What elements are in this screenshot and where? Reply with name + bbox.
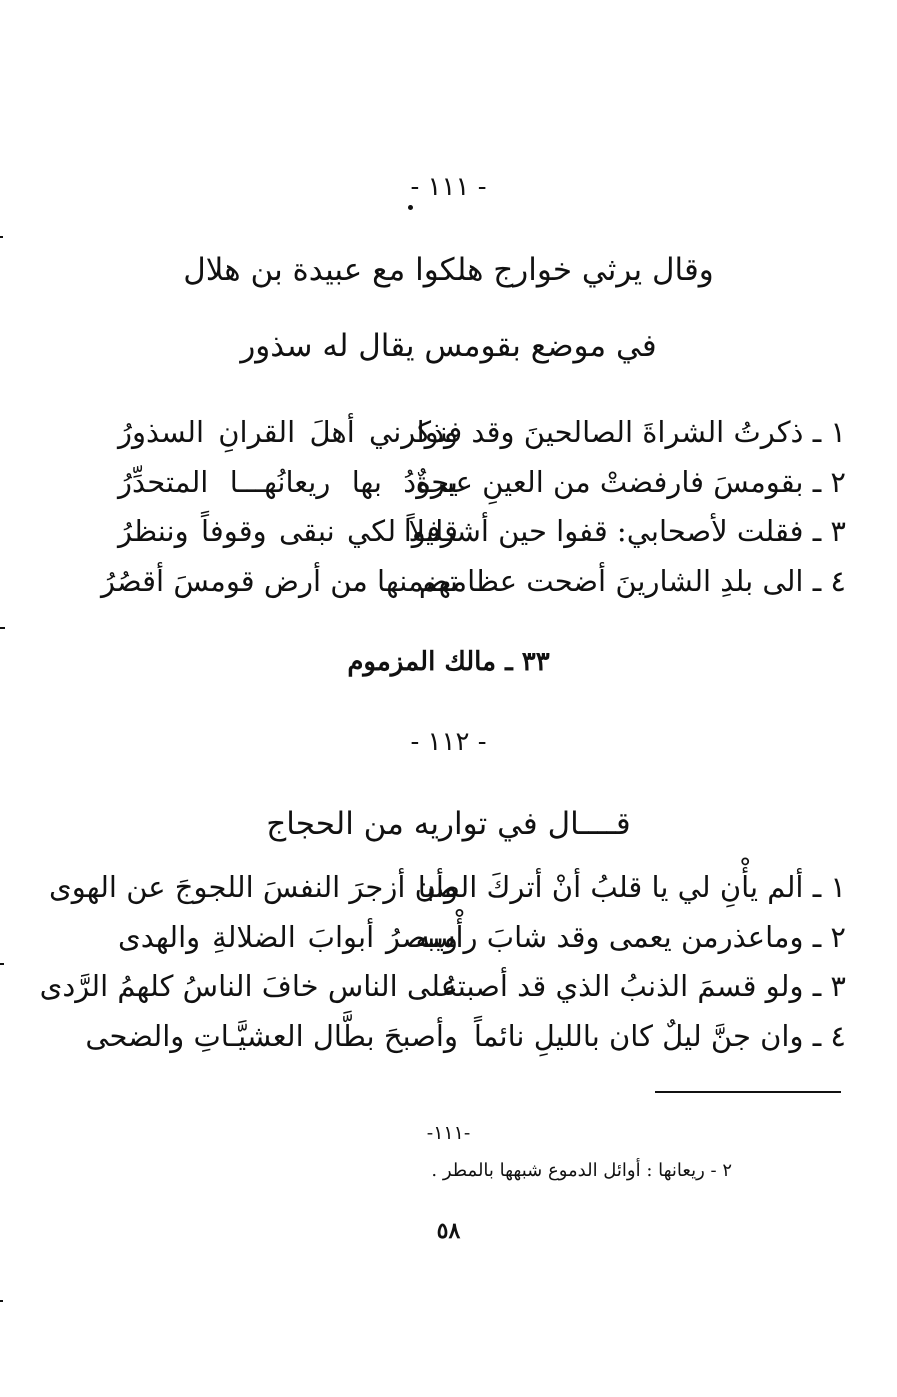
section-heading: ٣٣ ـ مالك المزموم	[347, 647, 550, 677]
verse-second-hemistich: وأصبحَ بطَّال العشيَّـاتِ والضحى	[85, 1018, 458, 1053]
verse-first-hemistich: ٣ ـ ولو قسمَ الذنبُ الذي قد أصبتهُ	[442, 969, 846, 1003]
verse-second-hemistich: قليلاً لكي نبقى وقوفاً وننظرُ	[118, 514, 458, 548]
verse-row	[118, 514, 846, 564]
footnote-poem-number: -١١١-	[426, 1122, 471, 1144]
footnote-divider	[655, 1091, 841, 1093]
verse-row	[85, 1018, 846, 1069]
verse-row	[101, 563, 846, 614]
verse-second-hemistich: وأن أزجرَ النفسَ اللجوجَ عن الهوى	[49, 870, 458, 904]
verse-row	[118, 415, 846, 465]
verse-row	[118, 465, 846, 515]
poem-111-subtitle: في موضع بقومس يقال له سذور	[240, 328, 657, 364]
scan-edge-mark	[0, 963, 4, 965]
poem-111-number: - ١١١ -	[410, 172, 487, 202]
poem-111	[101, 415, 846, 613]
verse-first-hemistich: ٢ ـ بقومسَ فارفضتْ من العينِ عبرةٌ	[415, 464, 846, 499]
page-number: ٥٨	[436, 1218, 461, 1244]
footnote: ٢ - ريعانها : أوائل الدموع شبهها بالمطر .	[431, 1160, 732, 1181]
verse-second-hemistich: يجودُ بها ريعانُهـــا المتحدِّرُ	[118, 464, 458, 499]
verse-second-hemistich: ويبصرُ أبوابَ الضلالةِ والهدى	[118, 919, 458, 954]
poem-112-title: قــــال في تواريه من الحجاج	[266, 806, 631, 842]
verse-first-hemistich: ٤ ـ وان جنَّ ليلٌ كان بالليلِ نائماً	[473, 1018, 846, 1053]
verse-first-hemistich: ٣ ـ فقلت لأصحابي: قفوا حين أشرفوا	[403, 514, 846, 548]
ink-speck	[408, 205, 413, 210]
verse-row	[49, 870, 846, 920]
poem-111-title: وقال يرثي خوارج هلكوا مع عبيدة بن هلال	[183, 252, 714, 288]
verse-first-hemistich: ٢ ـ وماعذرمن يعمى وقد شابَ رأْسه	[415, 919, 846, 954]
verse-second-hemistich: تضمنها من أرض قومسَ أقصُرُ	[101, 563, 458, 598]
verse-first-hemistich: ٤ ـ الى بلدِ الشارينَ أضحت عظامهم	[418, 563, 846, 598]
verse-second-hemistich: وذكرني أهلَ القرانِ السذورُ	[118, 415, 458, 449]
verse-row	[39, 969, 846, 1019]
verse-first-hemistich: ١ ـ ألم يأْنِ لي يا قلبُ أنْ أتركَ الصبا	[417, 870, 846, 904]
scan-edge-mark	[0, 1300, 3, 1302]
verse-row	[118, 920, 846, 970]
verse-second-hemistich: على الناس خافَ الناسُ كلهمُ الرَّدى	[39, 969, 458, 1003]
poem-112-number: - ١١٢ -	[410, 727, 487, 757]
scan-edge-mark	[0, 236, 3, 238]
verse-first-hemistich: ١ ـ ذكرتُ الشراةَ الصالحينَ وقد فنوا	[416, 415, 846, 449]
scan-edge-mark	[0, 627, 5, 629]
poem-112	[39, 870, 846, 1068]
